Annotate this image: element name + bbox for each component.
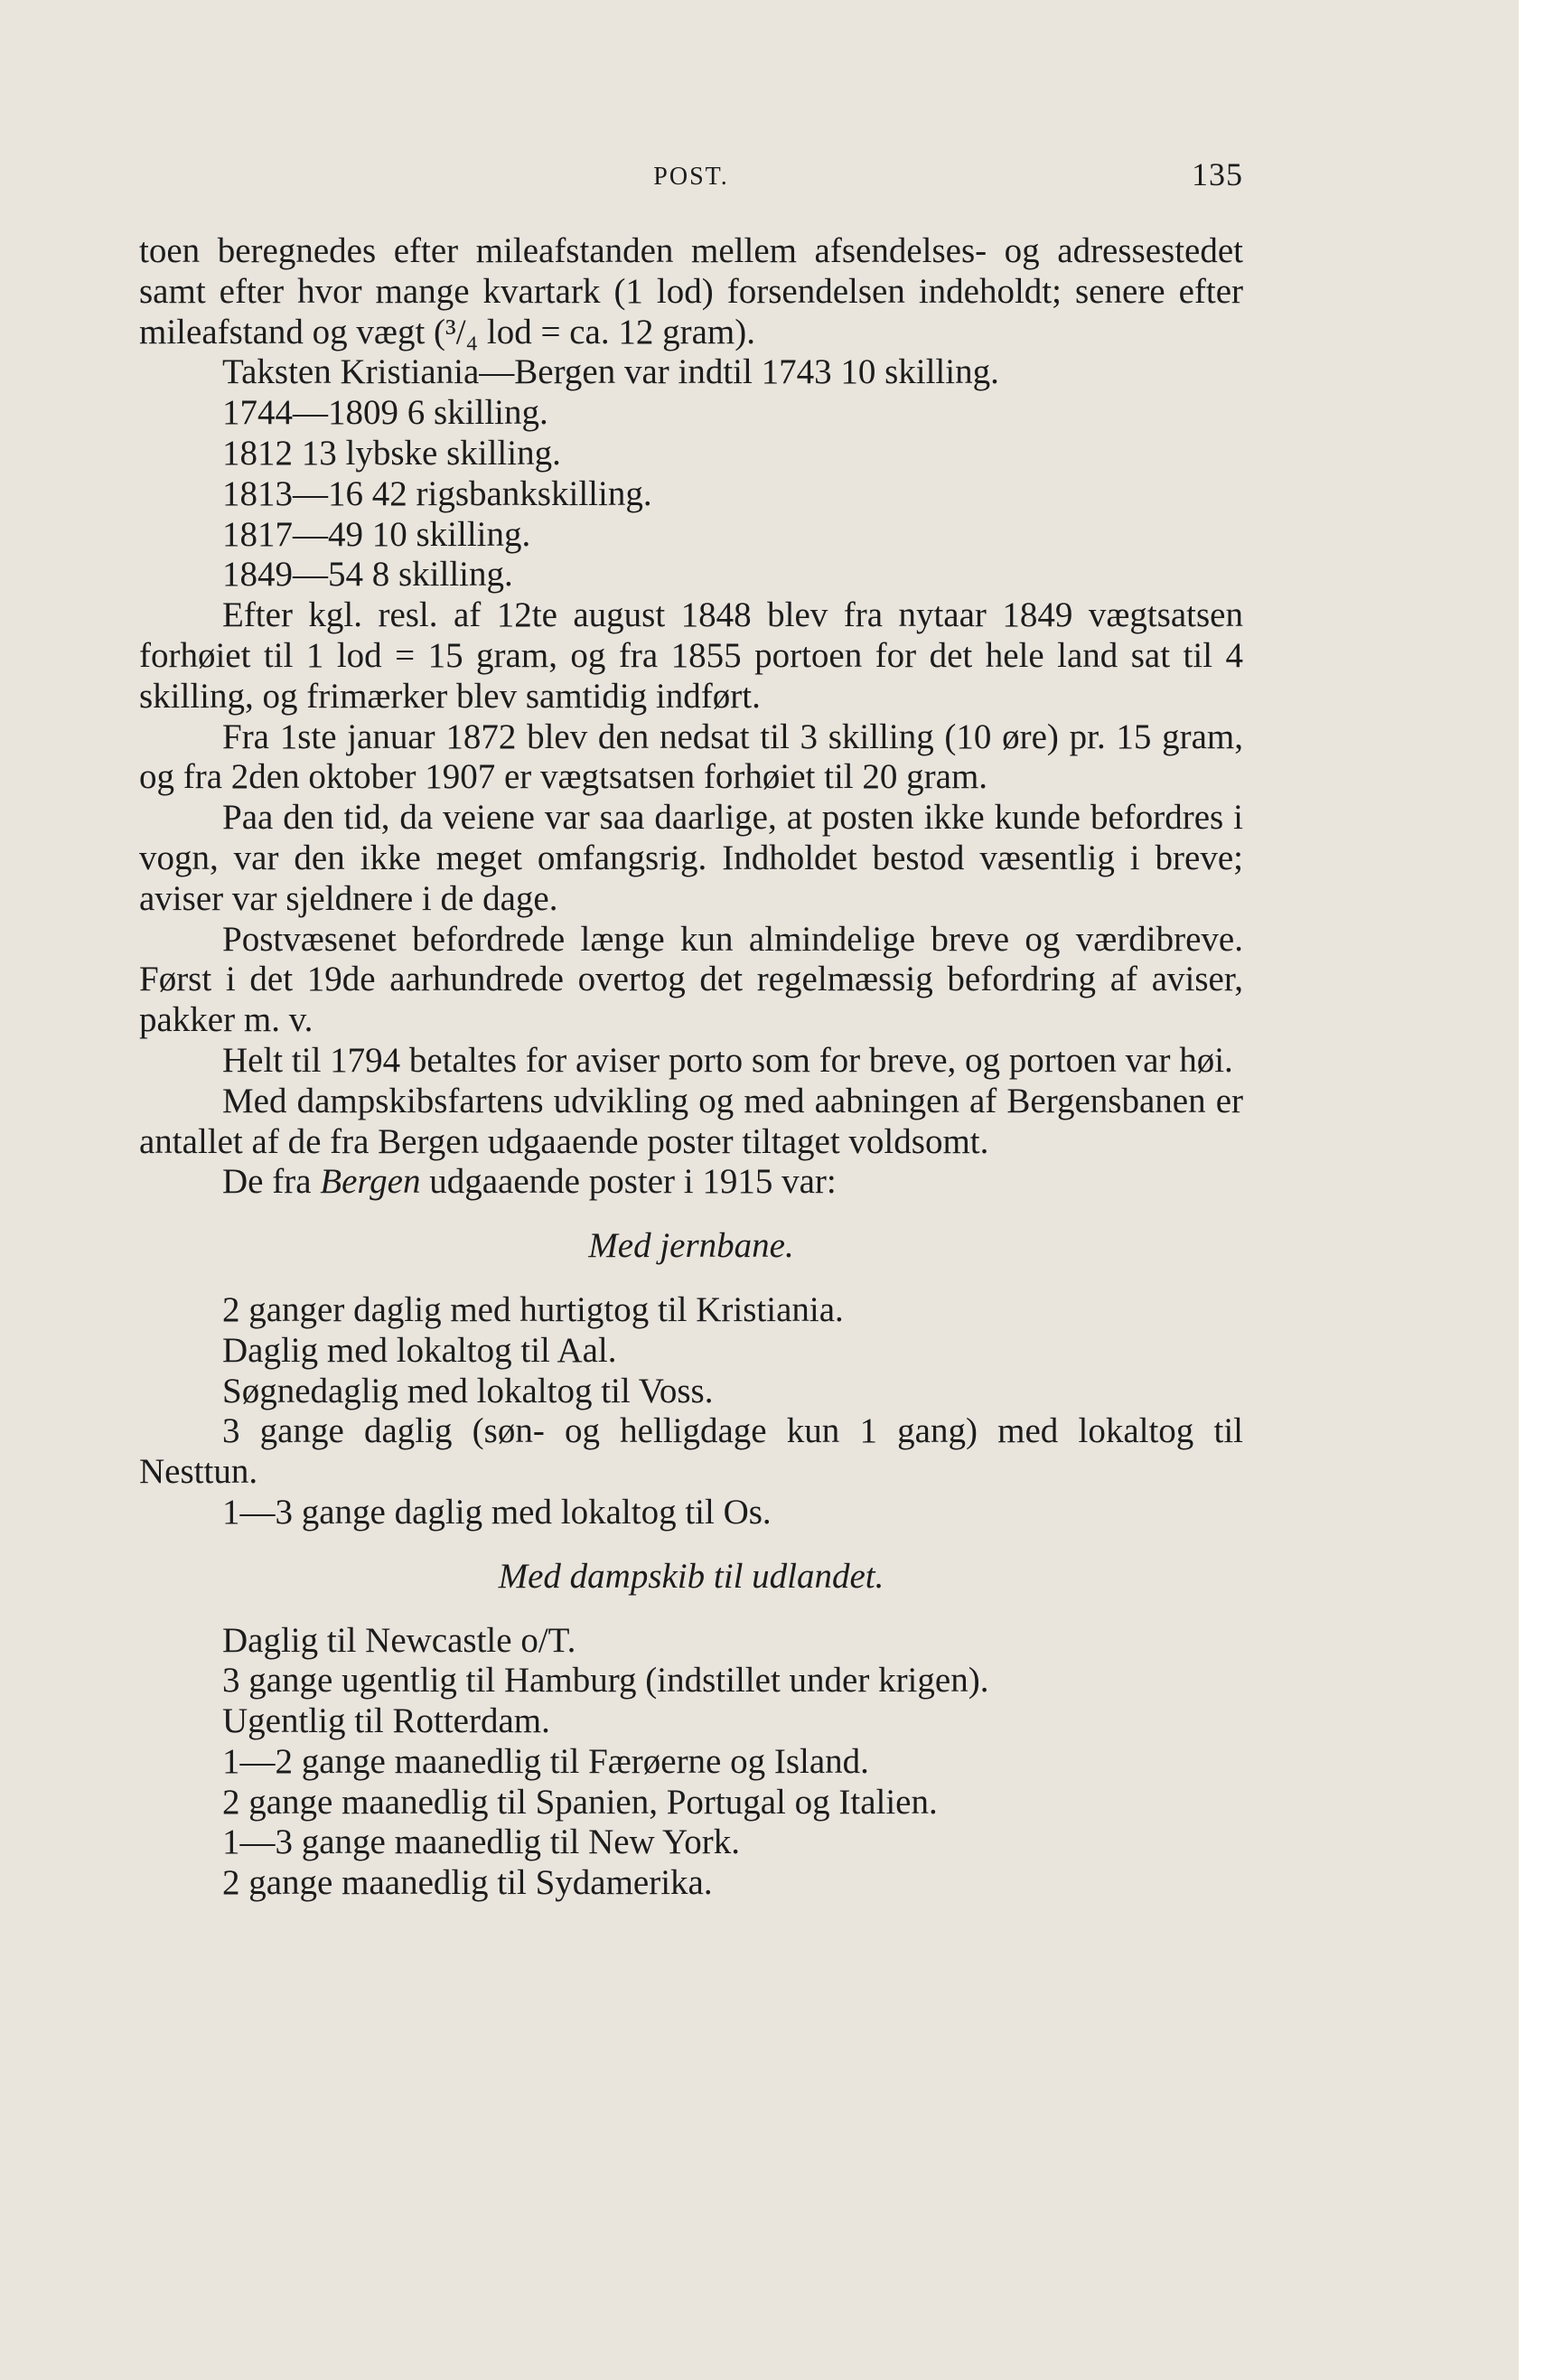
rate-line: 1812 13 lybske skilling. xyxy=(222,433,561,473)
paragraph: Fra 1ste januar 1872 blev den nedsat til 3 skilling (10 øre) pr. 15 gram, og fra 2den oktober 1907 er vægtsatsen forhøiet til 20 gram. xyxy=(139,717,1243,797)
list-item: Ugentlig til Rotterdam. xyxy=(222,1701,550,1741)
list-item: Søgnedaglig med lokaltog til Voss. xyxy=(222,1371,714,1410)
list-item: Daglig med lokaltog til Aal. xyxy=(222,1330,617,1370)
running-title: POST. xyxy=(653,163,729,191)
rate-line: 1744—1809 6 skilling. xyxy=(222,393,548,433)
list-item: 2 gange maanedlig til Sydamerika. xyxy=(222,1863,713,1903)
paragraph: Med dampskibsfartens udvikling og med aabningen af Bergensbanen er antallet af de fra Bergen udgaaende poster tiltaget voldsomt. xyxy=(139,1081,1243,1161)
paragraph: Taksten Kristiania—Bergen var indtil 1743 10 skilling. xyxy=(222,352,999,392)
text-run: udgaaende poster i 1915 var: xyxy=(420,1162,837,1202)
rate-line: 1813—16 42 rigsbankskilling. xyxy=(222,473,652,513)
page-header xyxy=(139,155,1243,197)
page-number: 135 xyxy=(1192,156,1243,192)
paragraph: Helt til 1794 betaltes for aviser porto som for breve, og portoen var høi. xyxy=(222,1040,1233,1080)
rate-line: 1817—49 10 skilling. xyxy=(222,514,531,554)
list-item: 3 gange ugentlig til Hamburg (indstillet under krigen). xyxy=(222,1661,989,1701)
italic-place-name: Bergen xyxy=(320,1162,421,1202)
section-heading-rail: Med jernbane. xyxy=(588,1226,794,1266)
paragraph: Efter kgl. resl. af 12te august 1848 blev fra nytaar 1849 vægtsatsen forhøiet til 1 lod = 15 gram, og fra 1855 portoen for det hele land sat til 4 skilling, og frimærker blev samtidig indført. xyxy=(139,595,1243,716)
section-heading-ship: Med dampskib til udlandet. xyxy=(498,1556,884,1596)
list-item: Daglig til Newcastle o/T. xyxy=(222,1620,576,1660)
list-item: 1—3 gange daglig med lokaltog til Os. xyxy=(222,1492,772,1532)
body-text xyxy=(139,231,1243,1904)
paragraph: toen beregnedes efter mileafstanden mellem afsendelses- og adressestedet samt efter hvor mange kvartark (1 lod) forsendelsen indeholdt; senere efter mileafstand og vægt (³/₄ lod = ca. 12 gram). xyxy=(139,231,1243,351)
list-item: 2 gange maanedlig til Spanien, Portugal og Italien. xyxy=(222,1782,938,1822)
paragraph: Postvæsenet befordrede længe kun almindelige breve og værdibreve. Først i det 19de aarhundrede overtog det regelmæssig befordring af aviser, pakker m. v. xyxy=(139,919,1243,1040)
paragraph: Paa den tid, da veiene var saa daarlige, at posten ikke kunde befordres i vogn, var den ikke meget omfangsrig. Indholdet bestod væsentlig i breve; aviser var sjeldnere i de dage. xyxy=(139,798,1243,918)
paragraph xyxy=(139,1162,1243,1203)
scan-edge xyxy=(1519,0,1544,2380)
list-item: 1—2 gange maanedlig til Færøerne og Island. xyxy=(222,1741,869,1781)
list-item: 2 ganger daglig med hurtigtog til Kristiania. xyxy=(222,1289,844,1329)
rate-line: 1849—54 8 skilling. xyxy=(222,555,513,595)
text-run: De fra xyxy=(222,1162,321,1202)
list-item: 3 gange daglig (søn- og helligdage kun 1 gang) med lokaltog til Nesttun. xyxy=(139,1411,1243,1492)
list-item: 1—3 gange maanedlig til New York. xyxy=(222,1822,741,1862)
